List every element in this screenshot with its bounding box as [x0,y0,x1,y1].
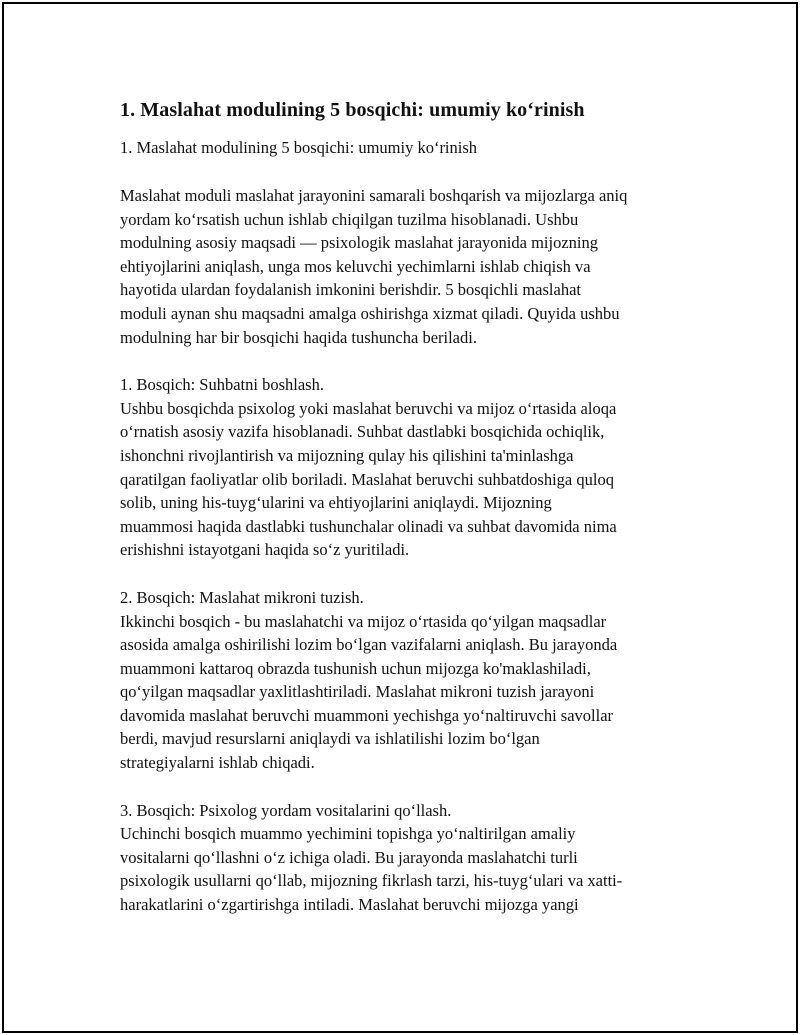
section-body: Ushbu bosqichda psixolog yoki maslahat beruvchi va mijoz o‘rtasida aloqa o‘rnatish asosiy vazifa hisoblanadi. Suhbat dastlabki bosqichida ochiqlik, ishonchni rivojlantirish va mijozning qulay his qilishini ta'minlashga qaratilgan faoliyatlar olib boriladi. Maslahat beruvchi suhbatdoshiga quloq solib, uning his-tuyg‘ularini va ehtiyojlarini aniqlaydi. Mijozning muammosi haqida dastlabki tushunchalar olinadi va suhbat davomida nima erishishni istayotgani haqida so‘z yuritiladi. [120,398,617,560]
section-step-3 [120,799,700,917]
section-title: 3. Bosqich: Psixolog yordam vositalarini qo‘llash. [120,800,452,820]
document-page [2,2,798,1033]
intro-paragraph: Maslahat moduli maslahat jarayonini samarali boshqarish va mijozlarga aniq yordam ko‘rsatish uchun ishlab chiqilgan tuzilma hisoblanadi. Ushbu modulning asosiy maqsadi — psixologik maslahat jarayonida mijozning ehtiyojlarini aniqlash, unga mos keluvchi yechimlarni ishlab chiqish va hayotida ulardan foydalanish imkonini berishdir. 5 bosqichli maslahat moduli aynan shu maqsadni amalga oshirishga xizmat qiladi. Quyida ushbu modulning har bir bosqichi haqida tushuncha beriladi. [120,186,628,347]
document-content [120,96,700,917]
section-body: Ikkinchi bosqich - bu maslahatchi va mijoz o‘rtasida qo‘yilgan maqsadlar asosida amalga oshirilishi lozim bo‘lgan vazifalarni aniqlash. Bu jarayonda muammoni kattaroq obrazda tushunish uchun mijozga ko'maklashiladi, qo‘yilgan maqsadlar yaxlitlashtiriladi. Maslahat mikroni tuzish jarayoni davomida maslahat beruvchi muammoni yechishga yo‘naltiruvchi savollar berdi, mavjud resurslarni aniqlaydi va ishlatilishi lozim bo‘lgan strategiyalarni ishlab chiqadi. [120,611,618,773]
section-title: 2. Bosqich: Maslahat mikroni tuzish. [120,587,364,607]
section-body: Uchinchi bosqich muammo yechimini topishga yo‘naltirilgan amaliy vositalarni qo‘llashni o‘z ichiga oladi. Bu jarayonda maslahatchi turli psixologik usullarni qo‘llab, mijozning fikrlash tarzi, his-tuyg‘ulari va xatti- harakatlarini o‘zgartirishga intiladi. Maslahat beruvchi mijozga yangi [120,824,623,915]
section-step-2 [120,586,700,775]
section-title: 1. Bosqich: Suhbatni boshlash. [120,375,324,395]
document-heading: 1. Maslahat modulining 5 bosqichi: umumiy ko‘rinish [120,99,585,121]
section-step-1 [120,373,700,562]
document-subtitle: 1. Maslahat modulining 5 bosqichi: umumiy ko‘rinish [120,138,478,157]
